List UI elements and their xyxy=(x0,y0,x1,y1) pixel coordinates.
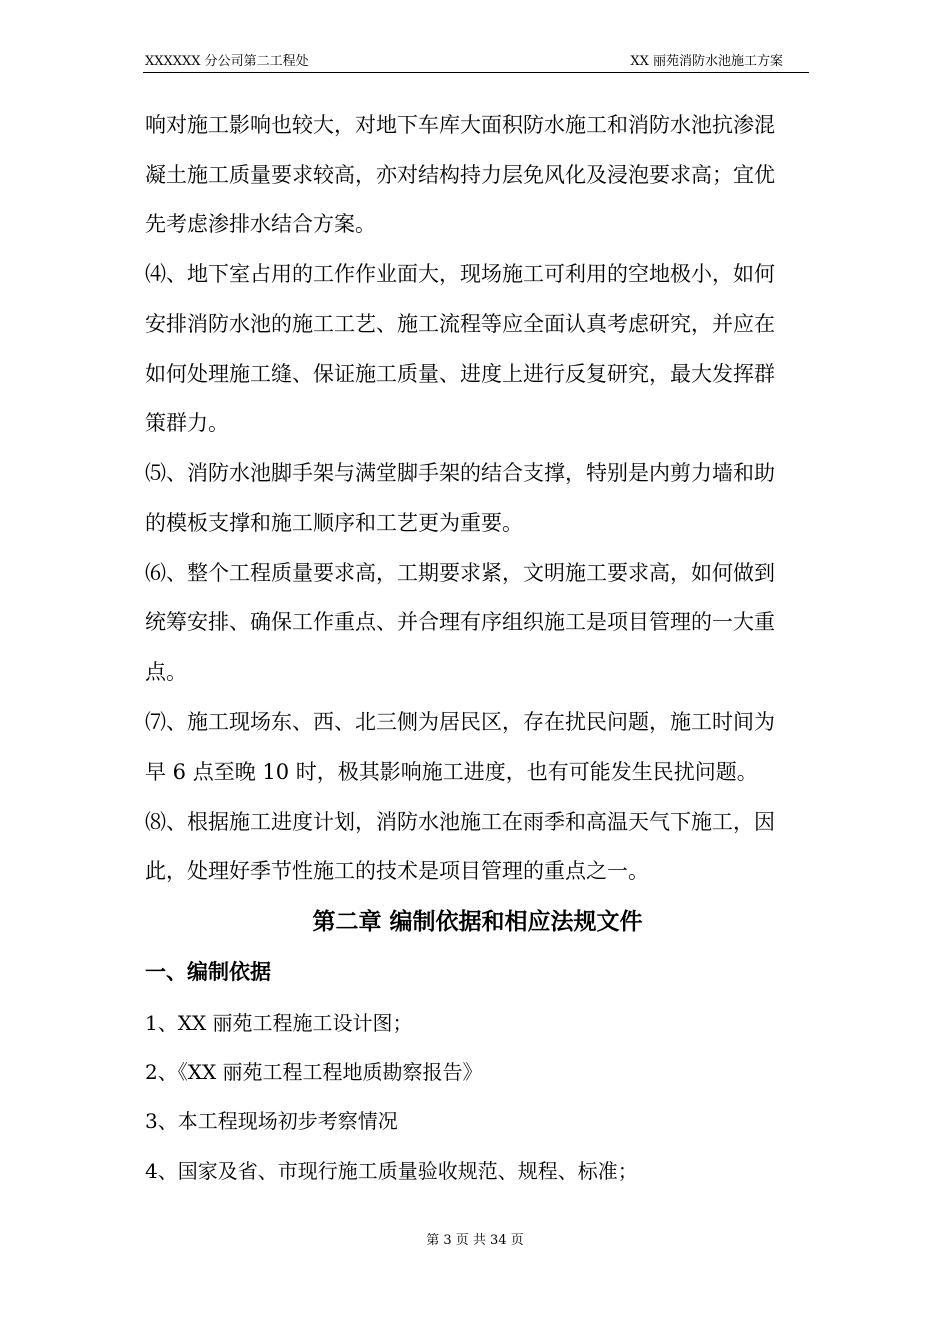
chapter-title: 第二章 编制依据和相应法规文件 xyxy=(312,909,643,935)
body-line: 如何处理施工缝、保证施工质量、进度上进行反复研究，最大发挥群 xyxy=(145,362,775,386)
basis-item: 1、XX 丽苑工程施工设计图； xyxy=(145,1011,413,1035)
basis-item: 4、国家及省、市现行施工质量验收规范、规程、标准； xyxy=(145,1159,638,1183)
page-number-footer: 第 3 页 共 34 页 xyxy=(426,1233,524,1248)
body-line: 统筹安排、确保工作重点、并合理有序组织施工是项目管理的一大重 xyxy=(145,610,775,634)
body-line: 先考虑渗排水结合方案。 xyxy=(145,212,376,236)
body-line: ⑹、整个工程质量要求高，工期要求紧，文明施工要求高，如何做到 xyxy=(145,561,775,585)
body-line: 点。 xyxy=(145,660,187,684)
body-line: 此，处理好季节性施工的技术是项目管理的重点之一。 xyxy=(145,859,649,883)
body-line: 早 6 点至晚 10 时，极其影响施工进度，也有可能发生民扰问题。 xyxy=(145,760,758,784)
body-line: 策群力。 xyxy=(145,411,229,435)
body-line: ⑸、消防水池脚手架与满堂脚手架的结合支撑，特别是内剪力墙和助 xyxy=(145,461,775,485)
body-line: 的模板支撑和施工顺序和工艺更为重要。 xyxy=(145,511,523,535)
page-header xyxy=(143,50,809,73)
basis-item: 2、《XX 丽苑工程工程地质勘察报告》 xyxy=(145,1060,483,1084)
header-document-title: XX 丽苑消防水池施工方案 xyxy=(630,54,783,69)
body-line: 凝土施工质量要求较高，亦对结构持力层免风化及浸泡要求高；宜优 xyxy=(145,163,775,187)
body-line: 安排消防水池的施工工艺、施工流程等应全面认真考虑研究，并应在 xyxy=(145,312,775,336)
body-line: ⑻、根据施工进度计划，消防水池施工在雨季和高温天气下施工，因 xyxy=(145,810,775,834)
body-line: 响对施工影响也较大，对地下车库大面积防水施工和消防水池抗渗混 xyxy=(145,113,775,137)
header-company: XXXXXX 分公司第二工程处 xyxy=(145,54,309,69)
body-line: ⑺、施工现场东、西、北三侧为居民区，存在扰民问题，施工时间为 xyxy=(145,710,775,734)
section-title: 一、编制依据 xyxy=(145,960,271,984)
basis-item: 3、本工程现场初步考察情况 xyxy=(145,1109,398,1133)
body-line: ⑷、地下室占用的工作作业面大，现场施工可利用的空地极小，如何 xyxy=(145,262,775,286)
